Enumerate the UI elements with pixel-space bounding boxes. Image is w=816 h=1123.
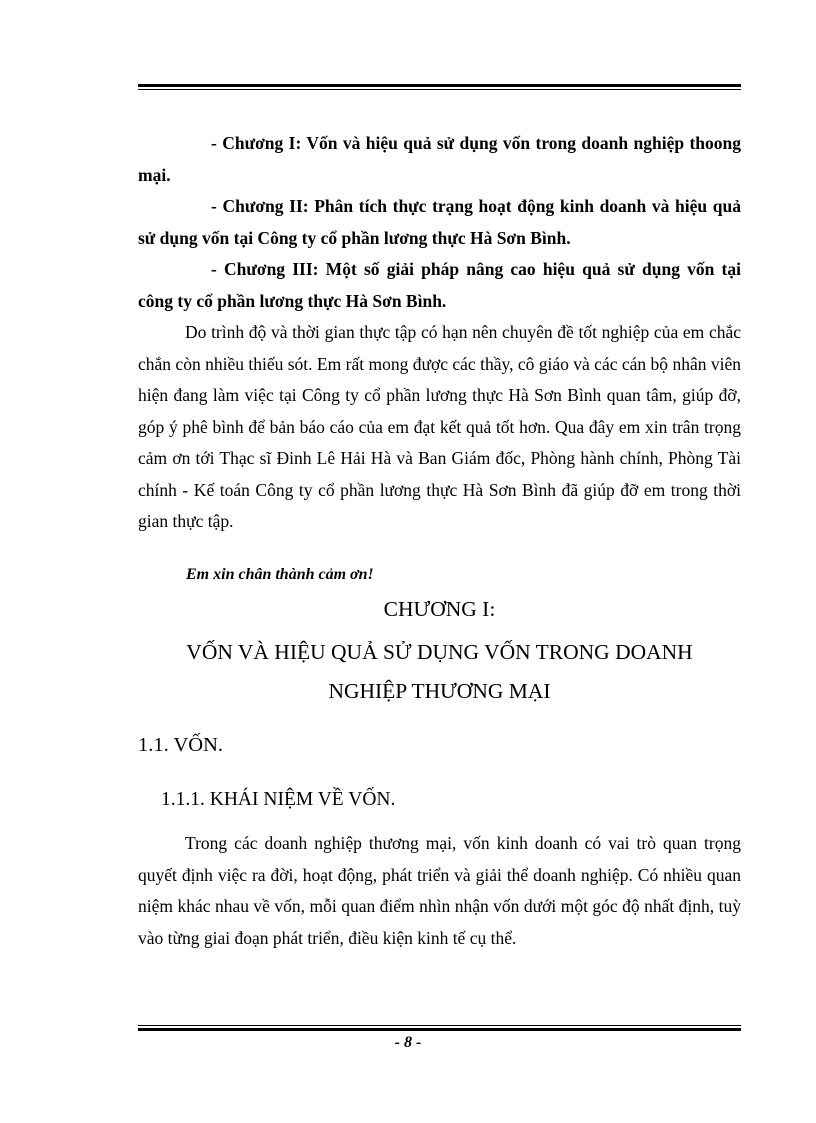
footer-rule <box>138 1025 741 1031</box>
chapter-list-item-2: - Chương II: Phân tích thực trạng hoạt động kinh doanh và hiệu quả sử dụng vốn tại Công ty cổ phần lương thực Hà Sơn Bình. <box>138 196 741 248</box>
closing-paragraph: Do trình độ và thời gian thực tập có hạn nên chuyên đề tốt nghiệp của em chắc chắn còn nhiều thiếu sót. Em rất mong được các thầy, cô giáo và các cán bộ nhân viên hiện đang làm việc tại Công ty cổ phần lương thực Hà Sơn Bình quan tâm, giúp đỡ, góp ý phê bình để bản báo cáo của em đạt kết quả tốt hơn. Qua đây em xin trân trọng cảm ơn tới Thạc sĩ Đinh Lê Hải Hà và Ban Giám đốc, Phòng hành chính, Phòng Tài chính - Kế toán Công ty cổ phần lương thực Hà Sơn Bình đã giúp đỡ em trong thời gian thực tập. <box>138 322 741 531</box>
chapter-list-item-1: - Chương I: Vốn và hiệu quả sử dụng vốn trong doanh nghiệp thoong mại. <box>138 133 741 185</box>
section-heading: 1.1. VỐN. <box>138 734 224 756</box>
section-paragraph: Trong các doanh nghiệp thương mại, vốn kinh doanh có vai trò quan trọng quyết định việc ra đời, hoạt động, phát triển và giải thể doanh nghiệp. Có nhiều quan niệm khác nhau về vốn, mỗi quan điểm nhìn nhận vốn dưới một góc độ nhất định, tuỳ vào từng giai đoạn phát triển, điều kiện kinh tế cụ thể. <box>138 833 741 948</box>
section-body <box>138 828 741 954</box>
subsection-heading: 1.1.1. KHÁI NIỆM VỀ VỐN. <box>161 789 396 810</box>
page-number: - 8 - <box>394 1034 422 1051</box>
chapter-number: CHƯƠNG I: <box>383 597 496 621</box>
chapter-list-item-3: - Chương III: Một số giải pháp nâng cao hiệu quả sử dụng vốn tại công ty cổ phần lương thực Hà Sơn Bình. <box>138 259 741 311</box>
chapter-title-line-1: VỐN VÀ HIỆU QUẢ SỬ DỤNG VỐN TRONG DOANH <box>186 640 693 664</box>
chapter-title-line-2: NGHIỆP THƯƠNG MẠI <box>328 679 551 703</box>
header-rule <box>138 84 741 90</box>
intro-block <box>138 128 741 538</box>
thanks-line: Em xin chân thành cảm ơn! <box>186 566 374 583</box>
